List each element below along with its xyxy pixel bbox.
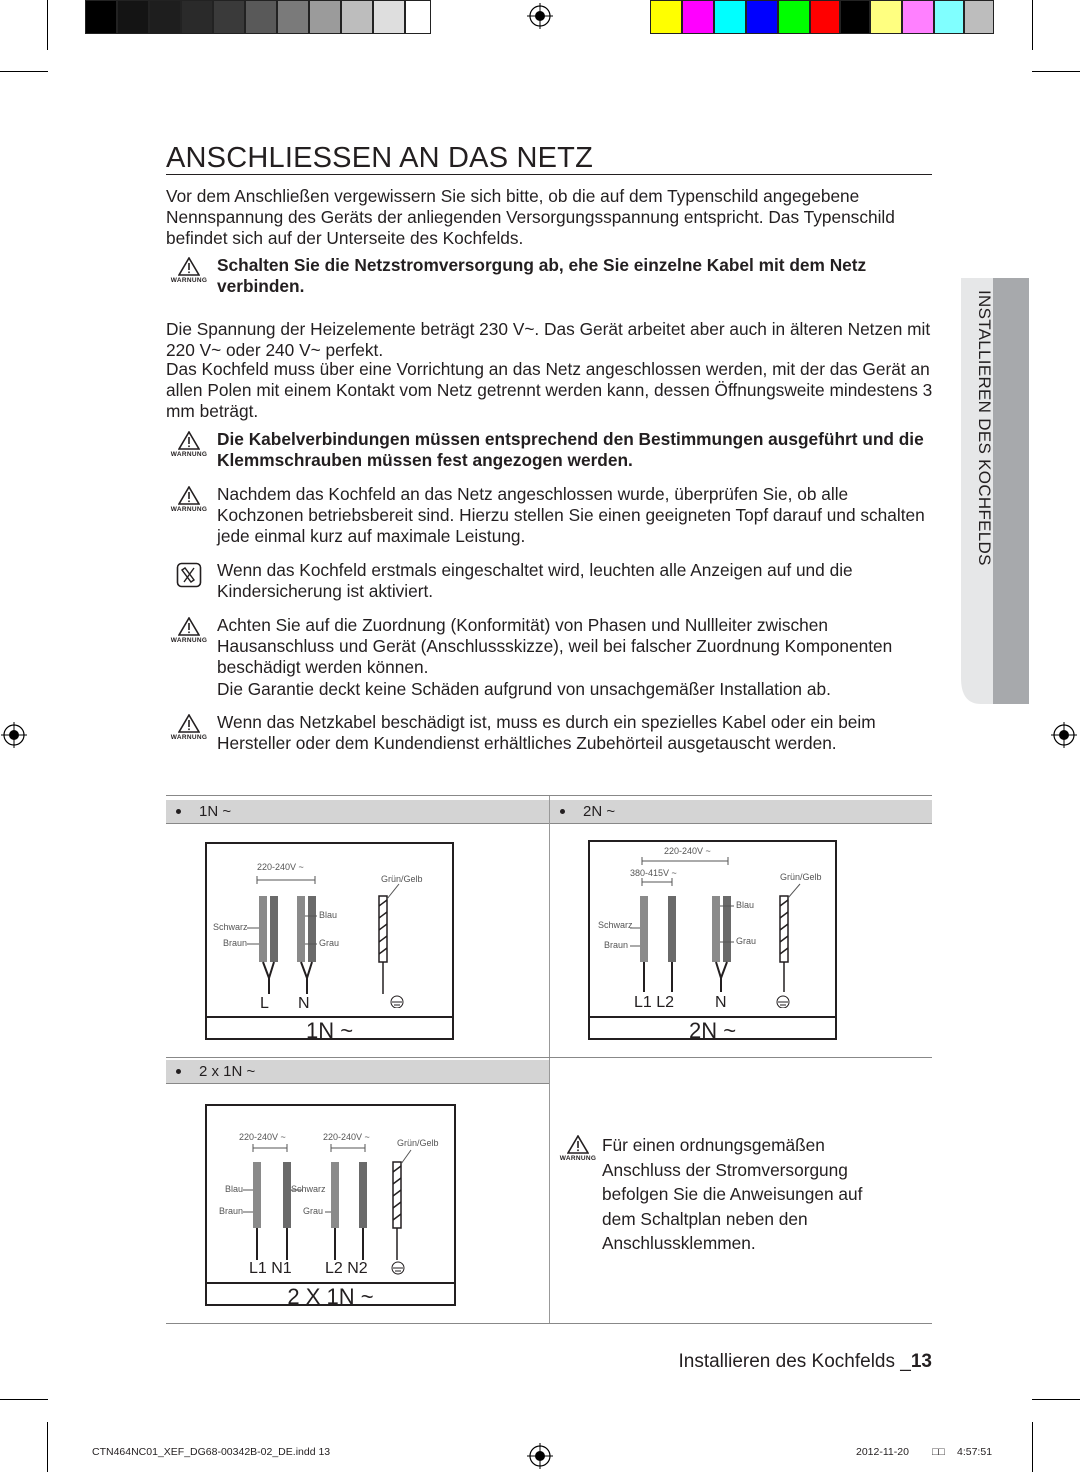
- wiring-table-mid-rule: [166, 1057, 932, 1058]
- diagram-caption: 2 X 1N ~: [207, 1282, 454, 1310]
- wiring-table-bottom-rule: [166, 1323, 932, 1324]
- warning-icon: [558, 1133, 598, 1162]
- gray-swatch: [85, 0, 117, 34]
- terminal-label: L: [260, 995, 269, 1012]
- print-date: 2012-11-20: [856, 1446, 909, 1458]
- disconnect-paragraph: Das Kochfeld muss über eine Vorrichtung an das Netz angeschlossen werden, mit der das Gerät an allen Polen mit einem Kontakt vom Netz getrennt werden kann, dessen Öffnungsweite mindestens 3 mm beträgt.: [166, 359, 933, 421]
- wire-color-label: Blau: [319, 910, 338, 920]
- wiring-diagram-1n: [205, 842, 454, 1043]
- wiring-table-divider: [549, 796, 550, 1323]
- bullet-icon: [176, 809, 181, 814]
- color-swatch: [682, 0, 714, 34]
- color-swatch: [714, 0, 746, 34]
- bullet-icon: [560, 809, 565, 814]
- bullet-icon: [176, 1069, 181, 1074]
- gray-swatch: [213, 0, 245, 34]
- gray-swatch: [341, 0, 373, 34]
- voltage-label: 220-240V ~: [664, 846, 711, 856]
- warning-icon: [166, 615, 212, 644]
- print-time: 4:57:51: [957, 1446, 993, 1458]
- section-header-1n: [166, 800, 549, 824]
- warning-icon: [166, 712, 212, 741]
- voltage-label: 220-240V ~: [239, 1132, 286, 1142]
- wiring-diagram-2n: [588, 840, 837, 1043]
- wire-color-label: Schwarz: [291, 1184, 326, 1194]
- wire-color-label: Blau: [225, 1184, 244, 1194]
- warning-label: WARNUNG: [170, 734, 208, 741]
- crop-mark: [1032, 71, 1080, 72]
- color-swatch: [870, 0, 902, 34]
- color-swatch: [902, 0, 934, 34]
- terminal-label: L1 L2: [634, 994, 675, 1011]
- warning-icon: [166, 484, 212, 513]
- terminal-label: L1 N1: [249, 1260, 292, 1277]
- registration-mark-icon: [1051, 722, 1077, 748]
- note-block: [166, 560, 936, 606]
- warning-text: Nachdem das Kochfeld an das Netz angeschlossen wurde, überprüfen Sie, ob alle Kochzonen betriebsbereit sind. Hierzu stellen Sie einen geeigneten Topf darauf und schalten jede einmal kurz auf maximale Leistung.: [217, 484, 925, 546]
- terminal-label: L2 N2: [325, 1260, 368, 1277]
- section-label: 1N ~: [199, 803, 232, 820]
- warning-block: [166, 429, 936, 475]
- warning-icon: [166, 429, 212, 458]
- registration-mark-icon: [527, 1443, 553, 1469]
- terminal-label: N: [715, 994, 727, 1011]
- warning-text: Für einen ordnungsgemäßen Anschluss der Stromversorgung befolgen Sie die Anweisungen auf dem Schaltplan neben den Anschlussklemmen.: [602, 1135, 863, 1253]
- color-swatch: [934, 0, 964, 34]
- wire-color-label: Grau: [319, 938, 340, 948]
- ground-wire-label: Grün/Gelb: [397, 1138, 439, 1148]
- voltage-label: 220-240V ~: [257, 862, 304, 872]
- voltage-label: 220-240V ~: [323, 1132, 370, 1142]
- gray-swatch: [245, 0, 277, 34]
- warning-text: Die Kabelverbindungen müssen entsprechend den Bestimmungen ausgeführt und die Klemmschrauben müssen fest angezogen werden.: [217, 429, 924, 470]
- gray-swatch: [149, 0, 181, 34]
- wire-color-label: Braun: [219, 1206, 244, 1216]
- color-swatch: [778, 0, 810, 34]
- crop-mark: [0, 71, 48, 72]
- ground-wire-label: Grün/Gelb: [381, 874, 423, 884]
- section-header-2n: [550, 800, 932, 824]
- gray-swatch: [309, 0, 341, 34]
- color-swatch: [964, 0, 994, 34]
- diagram-caption: 2N ~: [590, 1016, 835, 1044]
- gray-swatch: [277, 0, 309, 34]
- wire-color-label: Grau: [303, 1206, 324, 1216]
- wire-color-label: Grau: [736, 936, 757, 946]
- color-swatch: [746, 0, 778, 34]
- print-time-icon: □□: [932, 1446, 945, 1458]
- section-label: 2 x 1N ~: [199, 1063, 256, 1080]
- section-label: 2N ~: [583, 803, 616, 820]
- gray-swatch: [117, 0, 149, 34]
- page-title: ANSCHLIESSEN AN DAS NETZ: [166, 142, 594, 174]
- wire-color-label: Blau: [736, 900, 755, 910]
- crop-mark: [1032, 0, 1033, 50]
- warranty-text: Die Garantie deckt keine Schäden aufgrund von unsachgemäßer Installation ab.: [217, 679, 831, 699]
- ground-wire-label: Grün/Gelb: [780, 872, 822, 882]
- title-rule: [166, 174, 932, 175]
- color-swatch: [810, 0, 840, 34]
- crop-mark: [1032, 1399, 1080, 1400]
- warning-block: [166, 255, 936, 301]
- page-number: 13: [910, 1351, 932, 1372]
- warning-label: WARNUNG: [170, 277, 208, 284]
- wire-color-label: Braun: [604, 940, 629, 950]
- voltage-label: 380-415V ~: [630, 868, 677, 878]
- warning-block: [166, 484, 936, 550]
- section-header-2x1n: [166, 1060, 549, 1084]
- warning-icon: [166, 255, 212, 284]
- wiring-diagram-2x1n: [205, 1104, 456, 1309]
- warning-text: Schalten Sie die Netzstromversorgung ab, ehe Sie einzelne Kabel mit dem Netz verbinden.: [217, 255, 867, 296]
- warning-label: WARNUNG: [559, 1155, 597, 1162]
- gray-swatch: [405, 0, 431, 34]
- registration-mark-icon: [527, 3, 553, 29]
- page-footer: [678, 1351, 932, 1373]
- warning-text: Achten Sie auf die Zuordnung (Konformität) von Phasen und Nullleiter zwischen Hausanschluss und Gerät (Anschlussskizze), weil bei falscher Zuordnung Komponenten beschädigt werden können.: [217, 615, 893, 677]
- warning-block: [166, 615, 936, 701]
- warning-text: Wenn das Netzkabel beschädigt ist, muss es durch ein spezielles Kabel oder ein beim Hersteller oder dem Kundendienst erhältliches Zubehörteil ausgetauscht werden.: [217, 712, 876, 753]
- wire-color-label: Schwarz: [213, 922, 248, 932]
- crop-mark: [47, 0, 48, 50]
- voltage-paragraph: Die Spannung der Heizelemente beträgt 230 V~. Das Gerät arbeitet aber auch in älteren Netzen mit 220 V~ oder 240 V~ perfekt.: [166, 319, 931, 360]
- sidebar-section-label: INSTALLIEREN DES KOCHFELDS: [975, 290, 994, 566]
- note-text: Wenn das Kochfeld erstmals eingeschaltet wird, leuchten alle Anzeigen auf und die Kindersicherung ist aktiviert.: [217, 560, 853, 601]
- warning-label: WARNUNG: [170, 637, 208, 644]
- warning-label: WARNUNG: [170, 451, 208, 458]
- terminal-label: N: [298, 995, 310, 1012]
- warning-block: [166, 712, 936, 778]
- file-slug: CTN464NC01_XEF_DG68-00342B-02_DE.indd 13: [92, 1446, 331, 1458]
- gray-swatch: [373, 0, 405, 34]
- warning-label: WARNUNG: [170, 506, 208, 513]
- warning-block: [558, 1133, 898, 1253]
- wire-color-label: Schwarz: [598, 920, 633, 930]
- gray-swatch: [181, 0, 213, 34]
- crop-mark: [1032, 1422, 1033, 1472]
- wire-color-label: Braun: [223, 938, 248, 948]
- footer-section-name: Installieren des Kochfelds _: [678, 1351, 911, 1372]
- crop-mark: [47, 1422, 48, 1472]
- color-swatch: [840, 0, 870, 34]
- crop-mark: [0, 1399, 48, 1400]
- note-icon: [166, 560, 212, 588]
- color-swatch: [650, 0, 682, 34]
- registration-mark-icon: [1, 722, 27, 748]
- intro-paragraph: Vor dem Anschließen vergewissern Sie sich bitte, ob die auf dem Typenschild angegebene Nennspannung des Geräts der anliegenden Versorgungsspannung entspricht. Das Typenschild befindet sich auf der Unterseite des Kochfelds.: [166, 186, 895, 248]
- diagram-caption: 1N ~: [207, 1016, 452, 1044]
